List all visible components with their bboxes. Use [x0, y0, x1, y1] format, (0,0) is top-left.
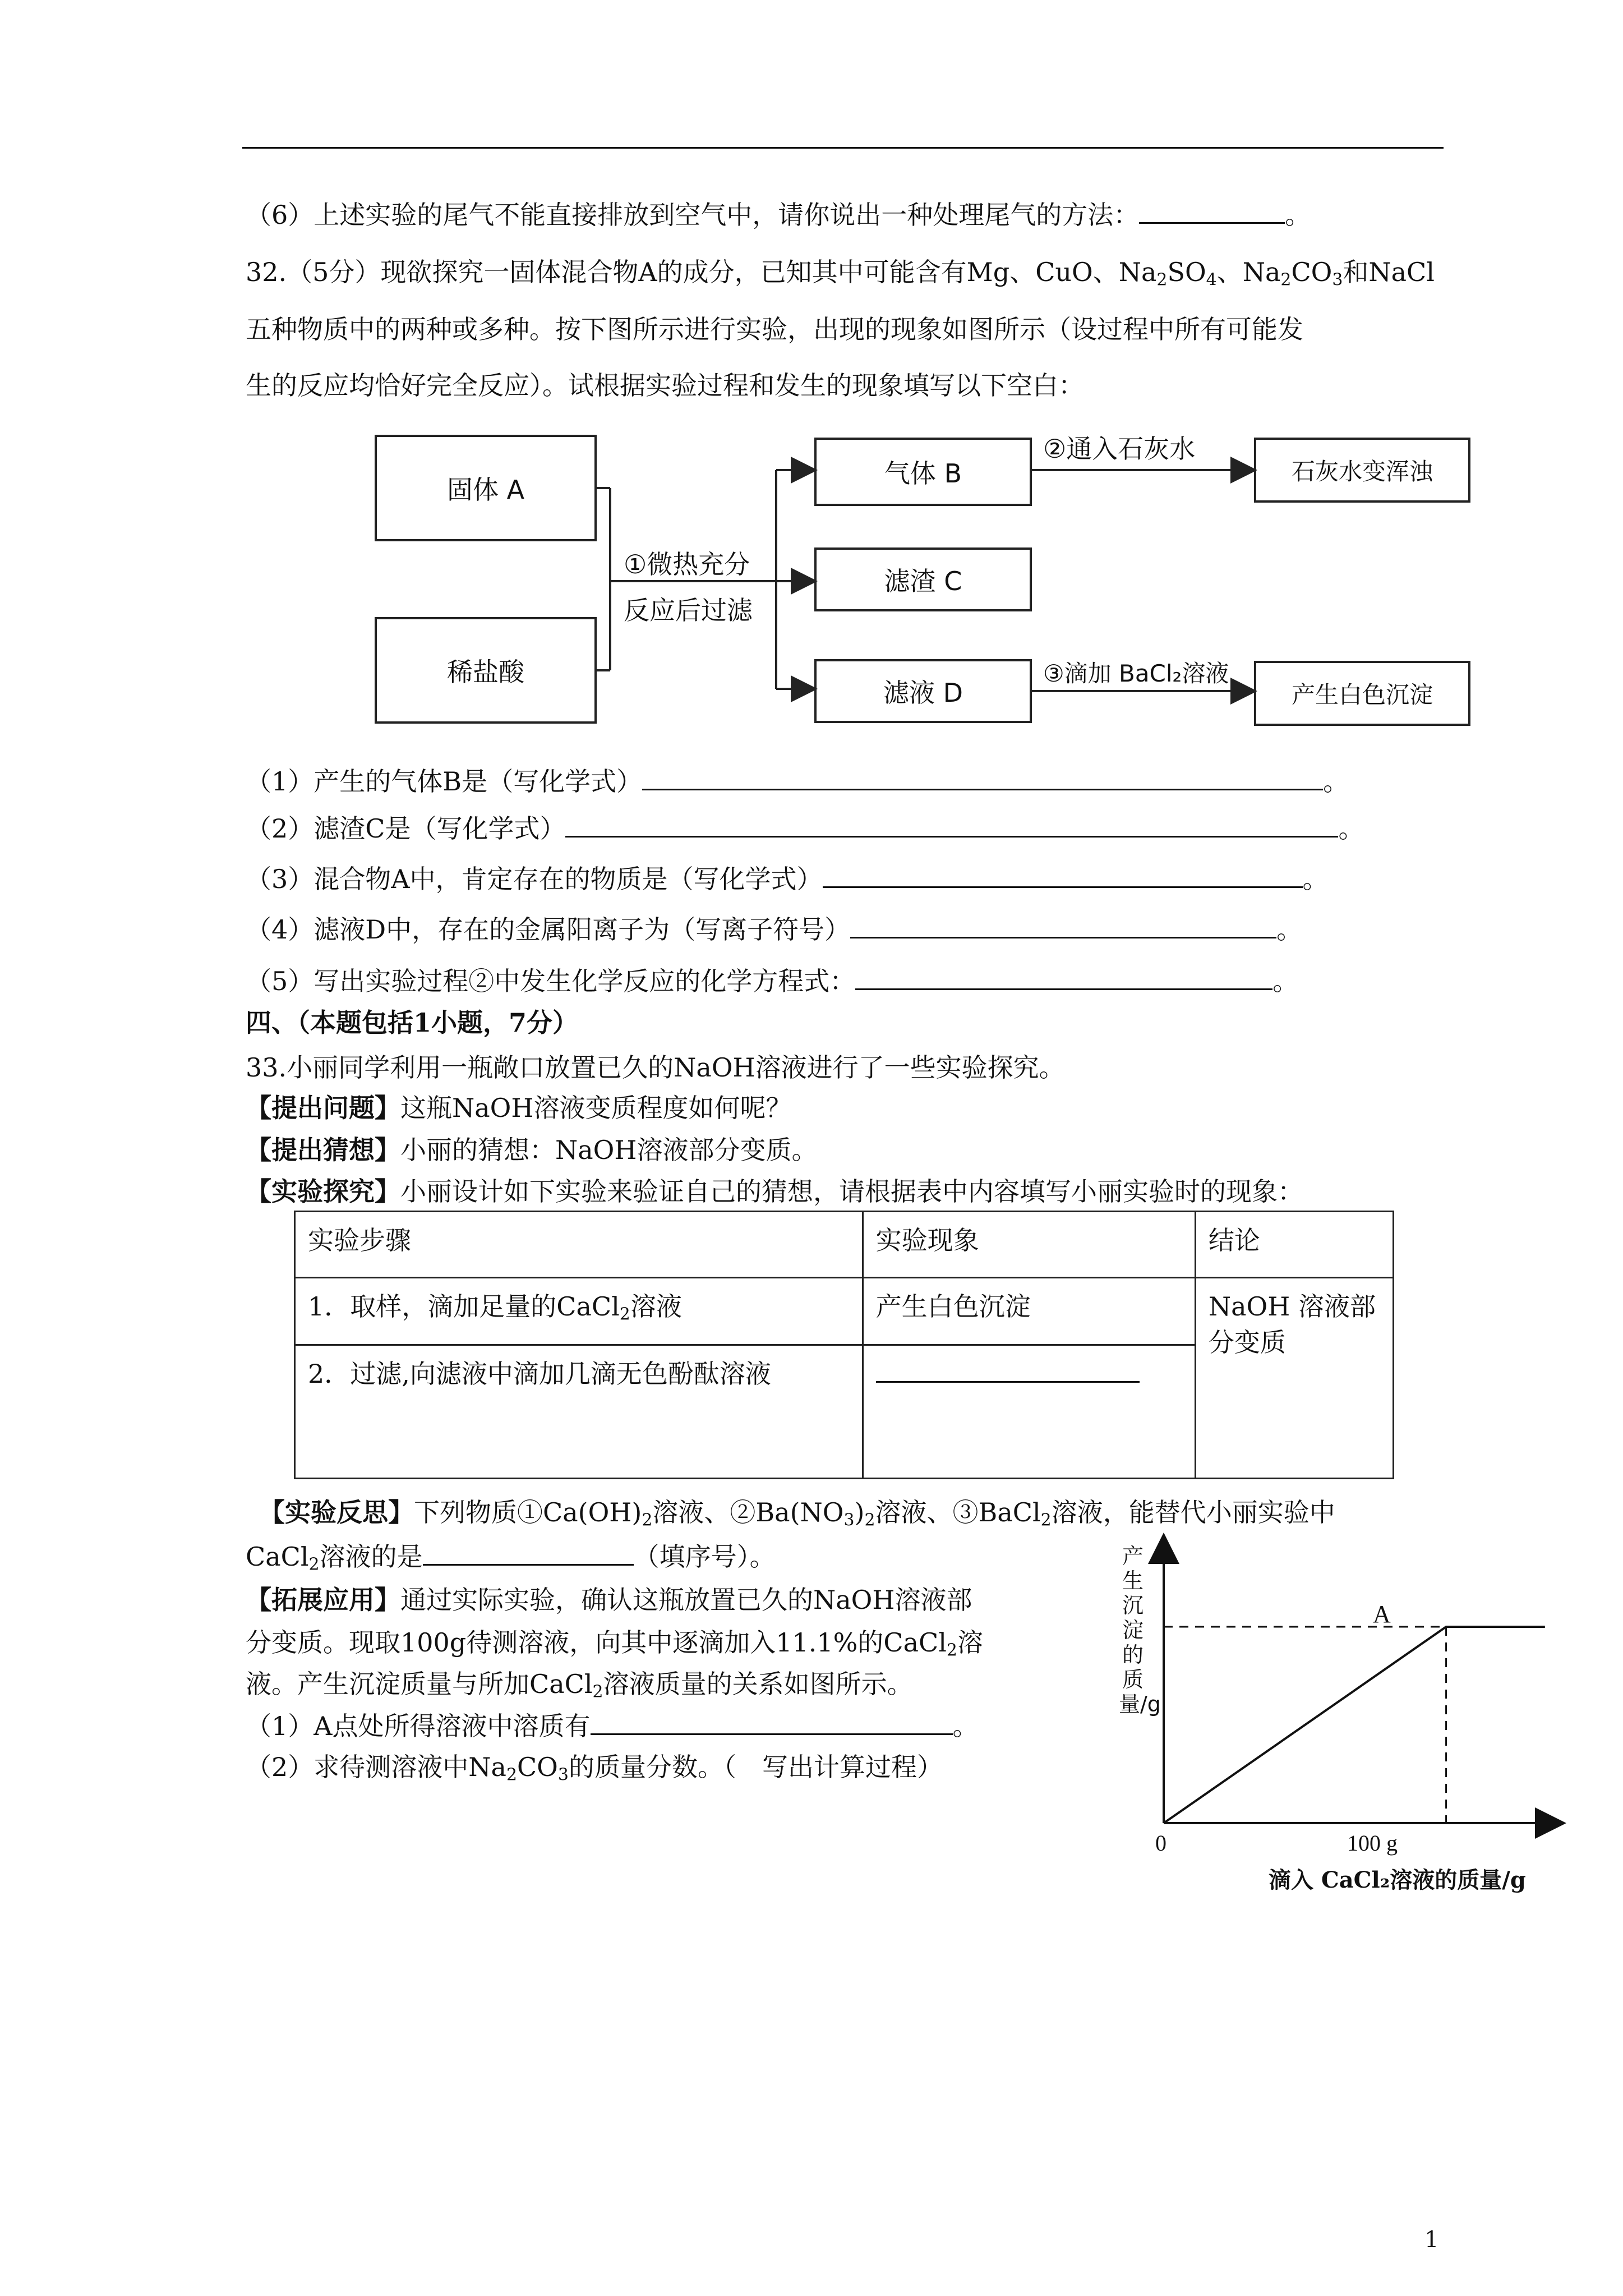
reflect-line-2 [246, 1539, 776, 1573]
box-precip: 产生白色沉淀 [1254, 661, 1470, 726]
sub: 2 [592, 1682, 603, 1702]
reflect-text-4: 溶液、③BaCl [875, 1497, 1041, 1527]
table-cell-step-2: 2．过滤,向滤液中滴加几滴无色酚酞溶液 [295, 1345, 863, 1479]
box-residue-c: 滤渣 C [814, 547, 1032, 611]
q33-explore [246, 1175, 1303, 1208]
step3-label: ③滴加 BaCl₂溶液 [1043, 660, 1229, 687]
apply-l3b: 溶液质量的关系如图所示。 [603, 1669, 913, 1699]
step-1-text-end: 溶液 [630, 1291, 682, 1322]
answer-blank[interactable] [565, 811, 1338, 838]
q32-line3: 生的反应均恰好完全反应）。试根据实验过程和发生的现象填写以下空白： [246, 370, 1084, 401]
q32-line1c: 、Na [1216, 257, 1281, 287]
tag: 【提出问题】 [246, 1093, 400, 1123]
answer-blank[interactable] [591, 1709, 953, 1735]
q32-line1a: 32.（5分）现欲探究一固体混合物A的成分，已知其中可能含有Mg、CuO、Na [246, 257, 1157, 287]
sub: 2 [506, 1765, 517, 1785]
chart-origin-label: 0 [1155, 1830, 1166, 1856]
sub: 4 [1206, 270, 1217, 290]
table-header-conclusion: 结论 [1195, 1212, 1393, 1278]
table-row [295, 1212, 1394, 1278]
q6-end: 。 [1285, 200, 1311, 230]
step1-label-1: ①微热充分 [624, 549, 750, 579]
sub: 2 [642, 1510, 653, 1530]
apply-l3a: 液。产生沉淀质量与所加CaCl [246, 1669, 593, 1699]
apply-q2c: 的质量分数。（ 写出计算过程） [568, 1752, 943, 1782]
apply-line-2 [246, 1626, 983, 1659]
q32-item-4 [246, 912, 1302, 946]
table-header-step: 实验步骤 [295, 1212, 863, 1278]
apply-l2a: 分变质。现取100g待测溶液，向其中逐滴加入11.1%的CaCl [246, 1627, 947, 1658]
table-cell-conclusion: NaOH 溶液部分变质 [1195, 1278, 1393, 1479]
period: 。 [1338, 813, 1364, 844]
table-cell-phenomenon-1: 产生白色沉淀 [863, 1278, 1195, 1345]
page-number: 1 [1424, 2227, 1439, 2253]
q33-explore-text: 小丽设计如下实验来验证自己的猜想，请根据表中内容填写小丽实验时的现象： [400, 1176, 1303, 1207]
answer-blank[interactable] [850, 912, 1276, 938]
period: 。 [952, 1711, 979, 1741]
q33-question-text: 这瓶NaOH溶液变质程度如何呢？ [400, 1093, 792, 1123]
period: 。 [1323, 766, 1349, 797]
table-cell-phenomenon-2 [863, 1345, 1195, 1479]
sub: 2 [619, 1304, 630, 1324]
sub: 2 [1156, 270, 1168, 290]
table-row [295, 1278, 1394, 1345]
box-filtrate-d: 滤液 D [814, 659, 1032, 723]
box-turbid: 石灰水变浑浊 [1254, 438, 1470, 503]
answer-blank[interactable] [823, 862, 1303, 888]
reflect-text-5: 溶液，能替代小丽实验中 [1051, 1497, 1335, 1527]
q33-guess-text: 小丽的猜想：NaOH溶液部分变质。 [400, 1135, 818, 1165]
sub: 2 [1040, 1510, 1052, 1530]
q32-line1d: CO [1291, 257, 1332, 287]
q32-item-4-text: （4）滤液D中，存在的金属阳离子为（写离子符号） [246, 914, 851, 945]
table-header-phenomenon: 实验现象 [863, 1212, 1195, 1278]
q32-item-5-text: （5）写出实验过程②中发生化学反应的化学方程式： [246, 966, 856, 996]
flow-connectors [0, 0, 1623, 785]
table-cell-step-1 [295, 1278, 863, 1345]
answer-blank[interactable] [855, 964, 1272, 990]
period: 。 [1276, 914, 1303, 945]
sub: 2 [308, 1554, 320, 1575]
answer-blank[interactable] [423, 1539, 634, 1566]
experiment-table [294, 1211, 1394, 1479]
reflect-text-1: 下列物质①Ca(OH) [414, 1497, 642, 1527]
q32-item-2-text: （2）滤渣C是（写化学式） [246, 813, 566, 844]
sub: 3 [557, 1765, 569, 1785]
chart-point-a-label: A [1373, 1600, 1391, 1628]
apply-l1: 通过实际实验，确认这瓶放置已久的NaOH溶液部 [400, 1585, 972, 1615]
period: 。 [1272, 966, 1299, 996]
step2-label: ②通入石灰水 [1043, 434, 1196, 464]
apply-q2b: CO [517, 1752, 558, 1782]
chart-svg [1099, 1526, 1570, 1851]
period: 。 [1302, 864, 1329, 894]
q32-item-3 [246, 862, 1329, 896]
apply-line-3 [246, 1667, 913, 1701]
reflect-line2b: 溶液的是 [319, 1542, 423, 1572]
sub: 3 [1332, 270, 1343, 290]
q33-question [246, 1091, 792, 1125]
sub: 2 [1280, 270, 1292, 290]
series-line [1164, 1627, 1545, 1823]
apply-q1-text: （1）A点处所得溶液中溶质有 [246, 1711, 591, 1741]
q6-text: （6）上述实验的尾气不能直接排放到空气中，请你说出一种处理尾气的方法： [246, 200, 1140, 230]
q32-item-2 [246, 811, 1364, 845]
chart-x-tick-label: 100 g [1347, 1830, 1398, 1856]
apply-q1 [246, 1709, 979, 1743]
q32-item-1 [246, 764, 1349, 798]
reflect-line2c: （填序号）。 [633, 1542, 776, 1572]
q32-item-1-text: （1）产生的气体B是（写化学式） [246, 766, 643, 797]
tag: 【提出猜想】 [246, 1135, 400, 1165]
reflect-line2a: CaCl [246, 1542, 309, 1572]
q33-intro: 33.小丽同学利用一瓶敞口放置已久的NaOH溶液进行了一些实验探究。 [246, 1052, 1065, 1083]
apply-line-1 [246, 1583, 972, 1617]
sub: 2 [946, 1640, 957, 1660]
box-gas-b: 气体 B [814, 438, 1032, 506]
apply-q2 [246, 1750, 943, 1784]
reflect-line-1 [259, 1496, 1335, 1529]
sub: 3 [843, 1510, 855, 1530]
tag: 【实验探究】 [246, 1176, 400, 1207]
step1-label-2: 反应后过滤 [624, 595, 753, 625]
sub: 2 [864, 1510, 875, 1530]
q32-item-3-text: （3）混合物A中，肯定存在的物质是（写化学式） [246, 864, 823, 894]
q33-guess [246, 1133, 818, 1167]
apply-l2b: 溶 [957, 1627, 983, 1658]
section-4-heading: 四、（本题包括1小题，7分） [246, 1007, 579, 1038]
tag: 【实验反思】 [259, 1497, 414, 1527]
apply-q2a: （2）求待测溶液中Na [246, 1752, 506, 1782]
chart-y-label: 产生沉淀的质量/g [1119, 1544, 1161, 1717]
q32-item-5 [246, 964, 1298, 998]
q32-line2: 五种物质中的两种或多种。按下图所示进行实验，出现的现象如图所示（设过程中所有可能发 [246, 314, 1303, 344]
box-solid-a: 固体 A [375, 435, 597, 541]
step-1-text: 1．取样，滴加足量的CaCl [308, 1291, 620, 1322]
q32-line1e: 和NaCl [1343, 257, 1435, 287]
tag: 【拓展应用】 [246, 1585, 400, 1615]
q32-line1b: SO [1167, 257, 1206, 287]
answer-blank[interactable] [642, 764, 1323, 790]
reflect-text-2: 溶液、②Ba(NO [652, 1497, 844, 1527]
answer-blank[interactable] [876, 1356, 1140, 1383]
box-acid: 稀盐酸 [375, 617, 597, 724]
reflect-text-3: ) [854, 1497, 865, 1527]
chart-x-label: 滴入 CaCl₂溶液的质量/g [1269, 1867, 1526, 1893]
